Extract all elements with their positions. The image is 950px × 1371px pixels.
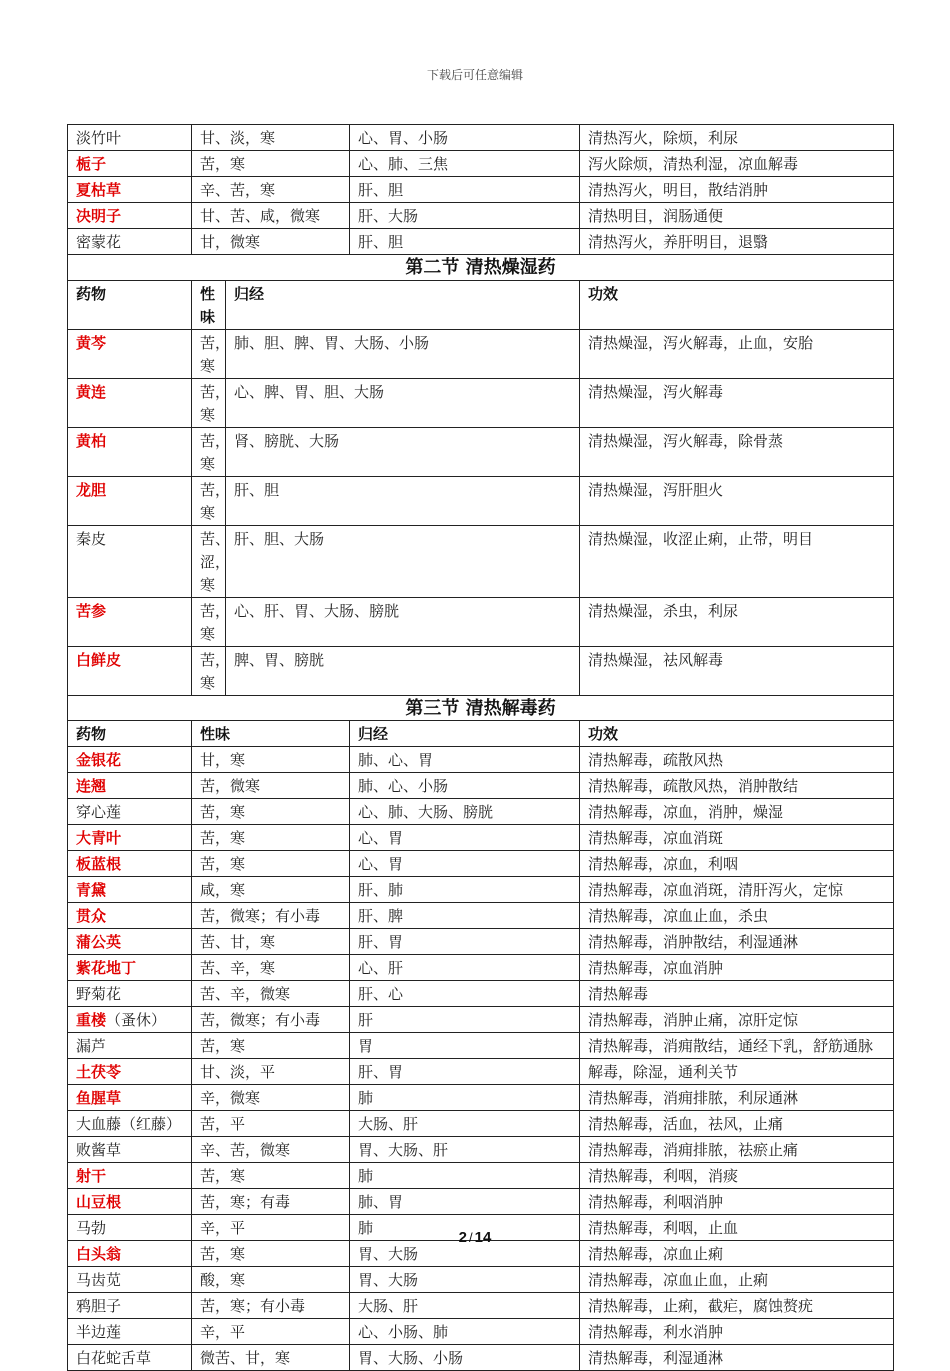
header-meridian: 归经: [350, 721, 580, 747]
table-row: [68, 1137, 894, 1163]
meridian-cell: 肺、胆、脾、胃、大肠、小肠: [226, 329, 580, 378]
nature-cell: 苦，寒: [192, 851, 350, 877]
nature-cell: 苦，寒: [192, 427, 226, 476]
drug-name: 白花蛇舌草: [76, 1349, 152, 1368]
nature-cell: 咸，寒: [192, 877, 350, 903]
effect-cell: 清热燥湿，泻火解毒，止血，安胎: [580, 329, 894, 378]
table-row: [68, 476, 894, 525]
drug-name: 鸦胆子: [76, 1297, 122, 1316]
effect-cell: 清热燥湿，泻火解毒，除骨蒸: [580, 427, 894, 476]
nature-cell: 苦，寒: [192, 1241, 350, 1267]
nature-cell: 苦，寒: [192, 151, 350, 177]
meridian-cell: 胃、大肠、小肠: [350, 1345, 580, 1371]
effect-cell: 清热解毒，消痈散结，通经下乳，舒筋通脉: [580, 1033, 894, 1059]
table-row: [68, 955, 894, 981]
meridian-cell: 心、脾、胃、胆、大肠: [226, 378, 580, 427]
drug-name-cell: [68, 1033, 192, 1059]
drug-name: 马齿苋: [76, 1271, 122, 1290]
nature-cell: 苦，寒: [192, 799, 350, 825]
table-row: [68, 799, 894, 825]
drug-name-cell: [68, 329, 192, 378]
drug-name-cell: [68, 773, 192, 799]
drug-name-cell: [68, 229, 192, 255]
nature-cell: 苦，寒: [192, 378, 226, 427]
drug-name-cell: [68, 799, 192, 825]
table-row: [68, 1007, 894, 1033]
effect-cell: 清热解毒，消痈排脓，利尿通淋: [580, 1085, 894, 1111]
nature-cell: 苦，微寒；有小毒: [192, 1007, 350, 1033]
meridian-cell: 肺、心、小肠: [350, 773, 580, 799]
nature-cell: 苦、辛，微寒: [192, 981, 350, 1007]
drug-name-cell: [68, 747, 192, 773]
drug-name: 黄芩: [76, 333, 107, 352]
nature-cell: 苦，平: [192, 1111, 350, 1137]
nature-cell: 苦、甘，寒: [192, 929, 350, 955]
meridian-cell: 心、小肠、肺: [350, 1319, 580, 1345]
nature-cell: 甘、淡，寒: [192, 125, 350, 151]
drug-name: 决明子: [76, 207, 122, 225]
herb-table: [67, 124, 894, 1371]
table-row: [68, 1059, 894, 1085]
meridian-cell: 肺: [350, 1163, 580, 1189]
effect-cell: 清热解毒，凉血消斑: [580, 825, 894, 851]
table-row: [68, 646, 894, 695]
header-effect: 功效: [580, 280, 894, 329]
nature-cell: 辛，平: [192, 1215, 350, 1241]
drug-name-cell: [68, 378, 192, 427]
table-row: [68, 1033, 894, 1059]
drug-name: 贯众: [76, 907, 107, 926]
drug-name-cell: [68, 1007, 192, 1033]
drug-name: 金银花: [76, 751, 122, 770]
table-row: [68, 427, 894, 476]
meridian-cell: 胃: [350, 1033, 580, 1059]
section-title-row: [68, 695, 894, 721]
drug-alias: （蚤休）: [106, 1011, 167, 1030]
meridian-cell: 肝、胆: [226, 476, 580, 525]
drug-name: 板蓝根: [76, 855, 122, 874]
drug-name-cell: [68, 427, 192, 476]
drug-name-cell: [68, 1085, 192, 1111]
header-drug: 药物: [68, 721, 192, 747]
meridian-cell: 心、肺、三焦: [350, 151, 580, 177]
drug-name-cell: [68, 1293, 192, 1319]
meridian-cell: 肾、膀胱、大肠: [226, 427, 580, 476]
drug-name-cell: [68, 1319, 192, 1345]
drug-name: 野菊花: [76, 985, 122, 1004]
drug-name: 半边莲: [76, 1323, 122, 1342]
meridian-cell: 肺、心、胃: [350, 747, 580, 773]
effect-cell: 清热明目，润肠通便: [580, 203, 894, 229]
drug-name-cell: [68, 1137, 192, 1163]
drug-name-cell: [68, 1111, 192, 1137]
page-total: 14: [474, 1229, 492, 1246]
table-row: [68, 329, 894, 378]
effect-cell: 解毒，除湿，通利关节: [580, 1059, 894, 1085]
header-row: [68, 280, 894, 329]
meridian-cell: 肝、大肠: [350, 203, 580, 229]
drug-name: 紫花地丁: [76, 959, 137, 978]
nature-cell: 辛，平: [192, 1319, 350, 1345]
effect-cell: 清热解毒，凉血止痢: [580, 1241, 894, 1267]
header-effect: 功效: [580, 721, 894, 747]
nature-cell: 酸，寒: [192, 1267, 350, 1293]
drug-name: 漏芦: [76, 1037, 107, 1056]
effect-cell: 清热解毒，疏散风热: [580, 747, 894, 773]
drug-name: 黄连: [76, 382, 107, 401]
drug-name-cell: [68, 1059, 192, 1085]
header-row: [68, 721, 894, 747]
nature-cell: 辛、苦，寒: [192, 177, 350, 203]
drug-name: 夏枯草: [76, 181, 122, 199]
table-row: [68, 1293, 894, 1319]
page-separator: /: [469, 1230, 473, 1245]
table-row: [68, 1319, 894, 1345]
drug-name-cell: [68, 877, 192, 903]
meridian-cell: 肝、肺: [350, 877, 580, 903]
effect-cell: 清热泻火，除烦，利尿: [580, 125, 894, 151]
effect-cell: 清热解毒: [580, 981, 894, 1007]
section-title: 第三节 清热解毒药: [68, 695, 894, 721]
effect-cell: 清热解毒，消肿散结，利湿通淋: [580, 929, 894, 955]
meridian-cell: 大肠、肝: [350, 1111, 580, 1137]
meridian-cell: 心、胃: [350, 851, 580, 877]
effect-cell: 清热泻火，养肝明目，退翳: [580, 229, 894, 255]
drug-name-cell: [68, 476, 192, 525]
nature-cell: 甘、苦、咸，微寒: [192, 203, 350, 229]
drug-name: 鱼腥草: [76, 1089, 122, 1108]
nature-cell: 甘、淡，平: [192, 1059, 350, 1085]
nature-cell: 苦，寒: [192, 329, 226, 378]
effect-cell: 清热解毒，凉血止血，止痢: [580, 1267, 894, 1293]
drug-name: 连翘: [76, 777, 107, 796]
drug-name-cell: [68, 981, 192, 1007]
drug-name: 龙胆: [76, 480, 107, 499]
meridian-cell: 肝: [350, 1007, 580, 1033]
nature-cell: 苦，寒: [192, 1163, 350, 1189]
meridian-cell: 大肠、肝: [350, 1293, 580, 1319]
table-row: [68, 1345, 894, 1371]
drug-name-cell: [68, 851, 192, 877]
table-row: [68, 203, 894, 229]
drug-name: 秦皮: [76, 529, 107, 548]
meridian-cell: 肝、胆、大肠: [226, 525, 580, 597]
effect-cell: 清热解毒，利水消肿: [580, 1319, 894, 1345]
effect-cell: 清热解毒，疏散风热，消肿散结: [580, 773, 894, 799]
table-row: [68, 1189, 894, 1215]
header-meridian: 归经: [226, 280, 580, 329]
section-title-row: [68, 255, 894, 281]
meridian-cell: 肺: [350, 1215, 580, 1241]
meridian-cell: 胃、大肠、肝: [350, 1137, 580, 1163]
drug-name: 淡竹叶: [76, 129, 122, 147]
effect-cell: 清热燥湿，祛风解毒: [580, 646, 894, 695]
table-row: [68, 525, 894, 597]
meridian-cell: 肝、胃: [350, 929, 580, 955]
drug-name-cell: [68, 597, 192, 646]
header-nature: 性味: [192, 280, 226, 329]
drug-name: 青黛: [76, 881, 107, 900]
effect-cell: 清热解毒，利咽，止血: [580, 1215, 894, 1241]
drug-name-cell: [68, 929, 192, 955]
effect-cell: 清热燥湿，泻肝胆火: [580, 476, 894, 525]
drug-name: 黄柏: [76, 431, 107, 450]
drug-name-cell: [68, 125, 192, 151]
effect-cell: 清热解毒，利咽，消痰: [580, 1163, 894, 1189]
table-row: [68, 877, 894, 903]
drug-name: 蒲公英: [76, 933, 122, 952]
header-nature: 性味: [192, 721, 350, 747]
drug-name-cell: [68, 955, 192, 981]
effect-cell: 清热解毒，利湿通淋: [580, 1345, 894, 1371]
nature-cell: 苦，寒；有毒: [192, 1189, 350, 1215]
drug-name: 苦参: [76, 601, 107, 620]
table-row: [68, 1085, 894, 1111]
effect-cell: 清热解毒，消痈排脓，祛瘀止痛: [580, 1137, 894, 1163]
effect-cell: 清热解毒，凉血止血，杀虫: [580, 903, 894, 929]
nature-cell: 苦、辛，寒: [192, 955, 350, 981]
nature-cell: 甘，寒: [192, 747, 350, 773]
meridian-cell: 肝、胆: [350, 229, 580, 255]
drug-name: 马勃: [76, 1219, 107, 1238]
drug-name-cell: [68, 1189, 192, 1215]
nature-cell: 甘，微寒: [192, 229, 350, 255]
drug-name-cell: [68, 1267, 192, 1293]
meridian-cell: 心、胃: [350, 825, 580, 851]
table-row: [68, 903, 894, 929]
drug-name: 栀子: [76, 155, 107, 173]
effect-cell: 清热燥湿，杀虫，利尿: [580, 597, 894, 646]
table-row: [68, 825, 894, 851]
nature-cell: 苦，微寒: [192, 773, 350, 799]
meridian-cell: 心、胃、小肠: [350, 125, 580, 151]
effect-cell: 泻火除烦，清热利湿，凉血解毒: [580, 151, 894, 177]
nature-cell: 苦，寒: [192, 476, 226, 525]
meridian-cell: 心、肝、胃、大肠、膀胱: [226, 597, 580, 646]
table-row: [68, 747, 894, 773]
drug-name: 山豆根: [76, 1193, 122, 1212]
drug-name: 白鲜皮: [76, 650, 122, 669]
table-row: [68, 1111, 894, 1137]
page-number: [0, 1229, 950, 1246]
effect-cell: 清热解毒，凉血，利咽: [580, 851, 894, 877]
meridian-cell: 心、肝: [350, 955, 580, 981]
nature-cell: 苦，寒；有小毒: [192, 1293, 350, 1319]
nature-cell: 苦，寒: [192, 646, 226, 695]
effect-cell: 清热解毒，凉血，消肿，燥湿: [580, 799, 894, 825]
header-drug: 药物: [68, 280, 192, 329]
nature-cell: 苦，寒: [192, 597, 226, 646]
drug-name: 败酱草: [76, 1141, 122, 1160]
drug-name: 土茯苓: [76, 1063, 122, 1082]
table-row: [68, 229, 894, 255]
meridian-cell: 肝、胃: [350, 1059, 580, 1085]
drug-name: 射干: [76, 1167, 107, 1186]
drug-name: 大血藤（红藤）: [76, 1115, 182, 1134]
table-row: [68, 597, 894, 646]
table-row: [68, 1163, 894, 1189]
table-row: [68, 981, 894, 1007]
drug-name: 穿心莲: [76, 803, 122, 822]
meridian-cell: 肺: [350, 1085, 580, 1111]
meridian-cell: 肝、脾: [350, 903, 580, 929]
table-row: [68, 851, 894, 877]
meridian-cell: 心、肺、大肠、膀胱: [350, 799, 580, 825]
drug-name: 白头翁: [76, 1245, 122, 1264]
effect-cell: 清热解毒，止痢，截疟，腐蚀赘疣: [580, 1293, 894, 1319]
effect-cell: 清热燥湿，收涩止痢，止带，明目: [580, 525, 894, 597]
page-header-note: 下载后可任意编辑: [426, 68, 523, 82]
drug-name-cell: [68, 825, 192, 851]
nature-cell: 苦，微寒；有小毒: [192, 903, 350, 929]
effect-cell: 清热解毒，利咽消肿: [580, 1189, 894, 1215]
drug-name-cell: [68, 177, 192, 203]
meridian-cell: 胃、大肠: [350, 1241, 580, 1267]
effect-cell: 清热解毒，凉血消斑，清肝泻火，定惊: [580, 877, 894, 903]
page-current: 2: [458, 1229, 468, 1246]
table-row: [68, 177, 894, 203]
drug-name-cell: [68, 646, 192, 695]
table-row: [68, 378, 894, 427]
drug-name-cell: [68, 1345, 192, 1371]
meridian-cell: 肝、胆: [350, 177, 580, 203]
table-row: [68, 773, 894, 799]
section-title: 第二节 清热燥湿药: [68, 255, 894, 281]
effect-cell: 清热解毒，消肿止痛，凉肝定惊: [580, 1007, 894, 1033]
effect-cell: 清热燥湿，泻火解毒: [580, 378, 894, 427]
table-row: [68, 125, 894, 151]
drug-name: 密蒙花: [76, 233, 122, 251]
meridian-cell: 肺、胃: [350, 1189, 580, 1215]
effect-cell: 清热解毒，凉血消肿: [580, 955, 894, 981]
drug-name-cell: [68, 151, 192, 177]
meridian-cell: 肝、心: [350, 981, 580, 1007]
nature-cell: 微苦、甘，寒: [192, 1345, 350, 1371]
drug-name: 大青叶: [76, 829, 122, 848]
nature-cell: 苦，寒: [192, 825, 350, 851]
nature-cell: 苦、涩，寒: [192, 525, 226, 597]
drug-name: 重楼: [76, 1011, 107, 1030]
meridian-cell: 脾、胃、膀胱: [226, 646, 580, 695]
table-row: [68, 1267, 894, 1293]
nature-cell: 辛、苦，微寒: [192, 1137, 350, 1163]
drug-name-cell: [68, 1163, 192, 1189]
drug-name-cell: [68, 903, 192, 929]
table-row: [68, 151, 894, 177]
drug-name-cell: [68, 203, 192, 229]
nature-cell: 苦，寒: [192, 1033, 350, 1059]
drug-name-cell: [68, 525, 192, 597]
effect-cell: 清热泻火，明目，散结消肿: [580, 177, 894, 203]
effect-cell: 清热解毒，活血，祛风，止痛: [580, 1111, 894, 1137]
table-row: [68, 929, 894, 955]
nature-cell: 辛，微寒: [192, 1085, 350, 1111]
meridian-cell: 胃、大肠: [350, 1267, 580, 1293]
